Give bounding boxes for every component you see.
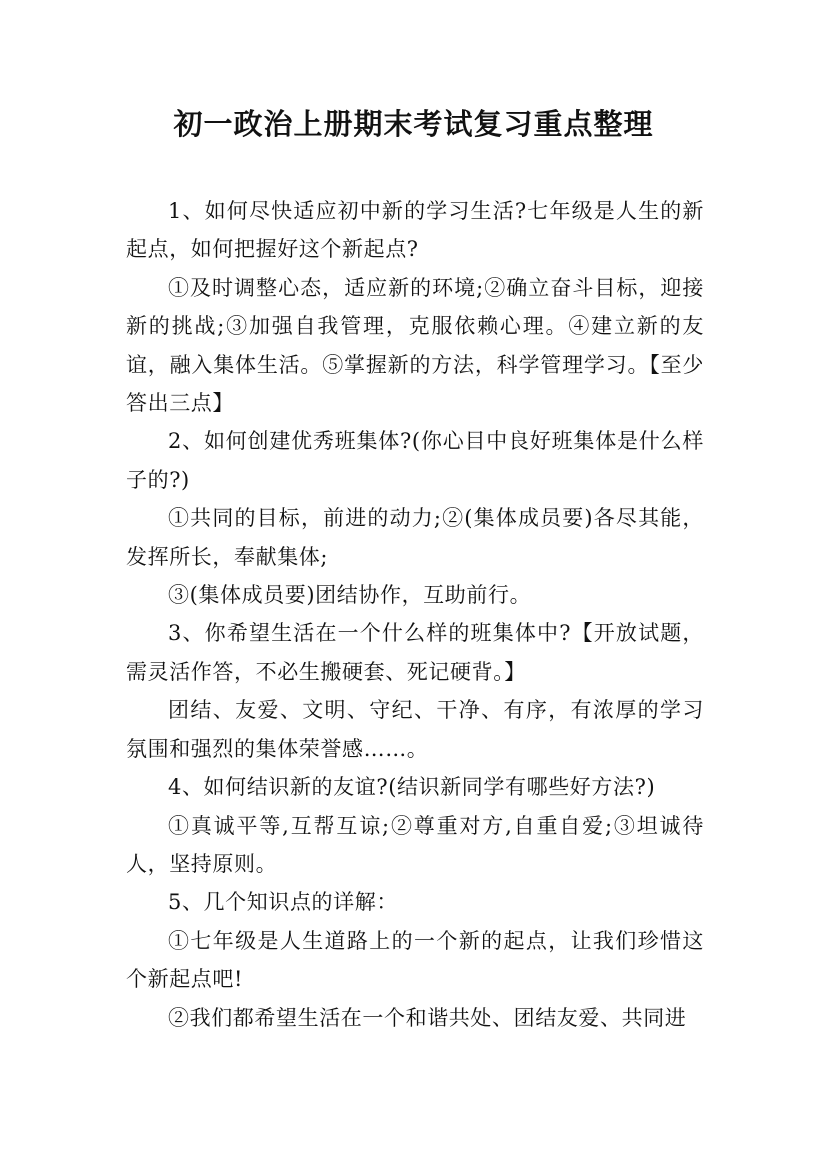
paragraph-10: 5、几个知识点的详解： bbox=[168, 890, 398, 915]
paragraph-8: 4、如何结识新的友谊?(结识新同学有哪些好方法?) bbox=[168, 775, 656, 800]
paragraph-3: 2、如何创建优秀班集体?(你心目中良好班集体是什么样子的?) bbox=[126, 429, 704, 492]
paragraph-5: ③(集体成员要)团结协作，互助前行。 bbox=[168, 583, 532, 608]
paragraph-6: 3、你希望生活在一个什么样的班集体中?【开放试题，需灵活作答，不必生搬硬套、死记硬背。】 bbox=[126, 621, 704, 684]
document-body bbox=[126, 192, 704, 1037]
paragraph-4: ①共同的目标，前进的动力;②(集体成员要)各尽其能，发挥所长，奉献集体; bbox=[126, 506, 704, 569]
paragraph-9: ①真诚平等,互帮互谅;②尊重对方,自重自爱;③坦诚待人，坚持原则。 bbox=[126, 813, 704, 876]
paragraph-7: 团结、友爱、文明、守纪、干净、有序，有浓厚的学习氛围和强烈的集体荣誉感……。 bbox=[126, 698, 704, 761]
document-title: 初一政治上册期末考试复习重点整理 bbox=[173, 107, 654, 141]
paragraph-2: ①及时调整心态，适应新的环境;②确立奋斗目标，迎接新的挑战;③加强自我管理，克服依赖心理。④建立新的友谊，融入集体生活。⑤掌握新的方法，科学管理学习。【至少答出三点】 bbox=[126, 275, 704, 416]
paragraph-1: 1、如何尽快适应初中新的学习生活?七年级是人生的新起点，如何把握好这个新起点? bbox=[126, 199, 704, 262]
paragraph-12: ②我们都希望生活在一个和谐共处、团结友爱、共同进 bbox=[168, 1005, 687, 1030]
paragraph-11: ①七年级是人生道路上的一个新的起点，让我们珍惜这个新起点吧! bbox=[126, 928, 704, 992]
